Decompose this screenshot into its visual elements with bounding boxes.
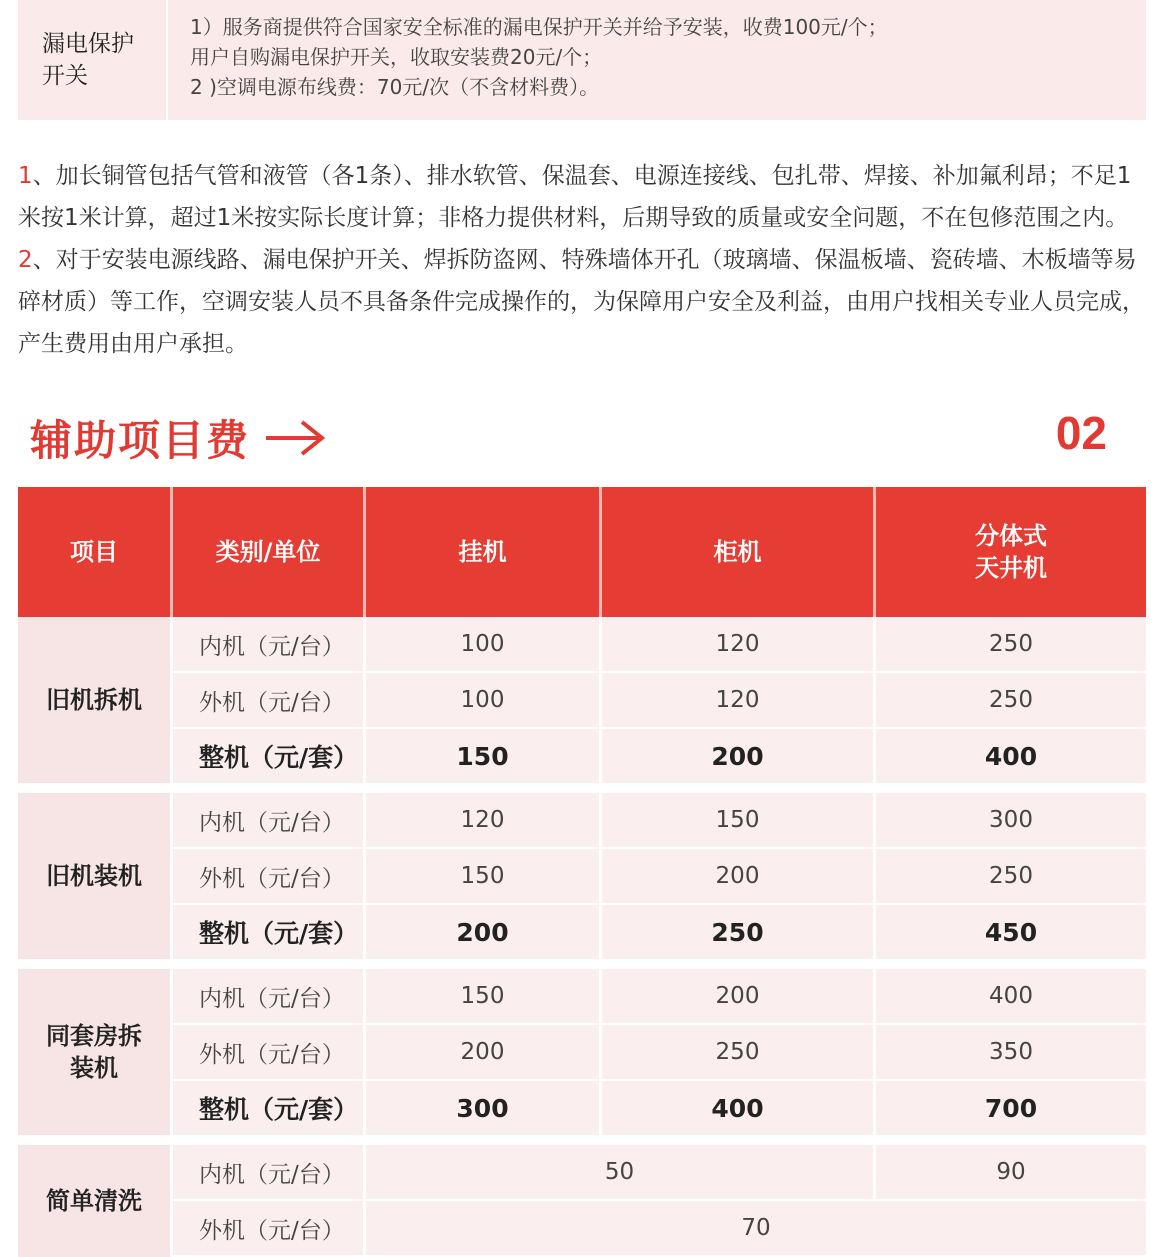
table-row bbox=[18, 905, 1146, 969]
wall-cell: 200 bbox=[366, 1025, 602, 1081]
unit-cell: 内机（元/台） bbox=[173, 617, 366, 673]
header-unit: 类别/单位 bbox=[173, 487, 366, 617]
note-1-number: 1 bbox=[18, 163, 33, 189]
ceiling-cell: 90 bbox=[876, 1145, 1146, 1201]
table-row bbox=[18, 1025, 1146, 1081]
cabinet-cell: 250 bbox=[602, 1025, 876, 1081]
table-row bbox=[18, 1145, 1146, 1201]
fee-table bbox=[18, 487, 1146, 1257]
group-name bbox=[18, 969, 173, 1145]
unit-cell: 整机（元/套） bbox=[173, 1081, 366, 1145]
wall-cell: 300 bbox=[366, 1081, 602, 1145]
table-row bbox=[18, 729, 1146, 793]
table-header-row bbox=[18, 487, 1146, 617]
ceiling-cell: 350 bbox=[876, 1025, 1146, 1081]
table-row bbox=[18, 673, 1146, 729]
fee-line-1: 1）服务商提供符合国家安全标准的漏电保护开关并给予安装，收费100元/个； bbox=[190, 15, 888, 39]
ceiling-cell: 250 bbox=[876, 849, 1146, 905]
ceiling-cell: 450 bbox=[876, 905, 1146, 969]
table-row bbox=[18, 1081, 1146, 1145]
unit-cell: 外机（元/台） bbox=[173, 673, 366, 729]
group-name bbox=[18, 617, 173, 793]
cabinet-cell: 400 bbox=[602, 1081, 876, 1145]
ceiling-cell: 300 bbox=[876, 793, 1146, 849]
all-types-merged-cell: 70 bbox=[366, 1201, 1146, 1257]
group-name bbox=[18, 1145, 173, 1257]
unit-cell: 外机（元/台） bbox=[173, 1025, 366, 1081]
group-name-line-1: 同套房拆 bbox=[46, 1022, 142, 1050]
label-line-2: 开关 bbox=[42, 63, 88, 89]
note-1 bbox=[18, 155, 1148, 239]
unit-cell: 内机（元/台） bbox=[173, 969, 366, 1025]
section-title-text: 辅助项目费 bbox=[30, 416, 251, 465]
leakage-protection-text bbox=[168, 0, 888, 120]
group-name-line-1: 旧机装机 bbox=[46, 862, 142, 890]
ceiling-cell: 250 bbox=[876, 673, 1146, 729]
arrow-right-icon bbox=[264, 418, 326, 458]
fee-line-2: 用户自购漏电保护开关，收取安装费20元/个； bbox=[190, 45, 603, 69]
header-cabinet: 柜机 bbox=[602, 487, 876, 617]
cabinet-cell: 250 bbox=[602, 905, 876, 969]
note-2-number: 2 bbox=[18, 247, 33, 273]
table-row bbox=[18, 1201, 1146, 1257]
unit-cell: 整机（元/套） bbox=[173, 905, 366, 969]
ceiling-cell: 250 bbox=[876, 617, 1146, 673]
unit-cell: 内机（元/台） bbox=[173, 1145, 366, 1201]
header-ceiling-line-2: 天井机 bbox=[975, 554, 1047, 582]
header-ceiling bbox=[876, 487, 1146, 617]
group-name-line-1: 简单清洗 bbox=[46, 1187, 142, 1215]
header-item: 项目 bbox=[18, 487, 173, 617]
note-2-text: 、对于安装电源线路、漏电保护开关、焊拆防盗网、特殊墙体开孔（玻璃墙、保温板墙、瓷砖墙、木板墙等易碎材质）等工作，空调安装人员不具备条件完成操作的，为保障用户安全及利益，由用户找相关专业人员完成，产生费用由用户承担。 bbox=[18, 247, 1145, 357]
header-ceiling-line-1: 分体式 bbox=[975, 522, 1047, 550]
cabinet-cell: 200 bbox=[602, 729, 876, 793]
table-row bbox=[18, 849, 1146, 905]
group-name bbox=[18, 793, 173, 969]
wall-cell: 100 bbox=[366, 617, 602, 673]
note-2 bbox=[18, 239, 1148, 365]
wall-cell: 100 bbox=[366, 673, 602, 729]
unit-cell: 内机（元/台） bbox=[173, 793, 366, 849]
section-number: 02 bbox=[1055, 407, 1107, 459]
wall-cell: 150 bbox=[366, 729, 602, 793]
notes bbox=[18, 155, 1148, 365]
cabinet-cell: 150 bbox=[602, 793, 876, 849]
cabinet-cell: 120 bbox=[602, 673, 876, 729]
unit-cell: 外机（元/台） bbox=[173, 849, 366, 905]
table-row bbox=[18, 617, 1146, 673]
cabinet-cell: 200 bbox=[602, 849, 876, 905]
leakage-protection-box bbox=[18, 0, 1146, 120]
unit-cell: 外机（元/台） bbox=[173, 1201, 366, 1257]
cabinet-cell: 120 bbox=[602, 617, 876, 673]
group-name-line-2: 装机 bbox=[70, 1054, 118, 1082]
wall-cabinet-merged-cell: 50 bbox=[366, 1145, 876, 1201]
leakage-protection-label bbox=[18, 0, 168, 120]
table-row bbox=[18, 969, 1146, 1025]
label-line-1: 漏电保护 bbox=[42, 31, 134, 57]
table-row bbox=[18, 793, 1146, 849]
wall-cell: 120 bbox=[366, 793, 602, 849]
note-1-text: 、加长铜管包括气管和液管（各1条）、排水软管、保温套、电源连接线、包扎带、焊接、补加氟利昂；不足1米按1米计算，超过1米按实际长度计算；非格力提供材料，后期导致的质量或安全问题，不在包修范围之内。 bbox=[18, 163, 1132, 231]
section-title bbox=[30, 408, 326, 468]
ceiling-cell: 700 bbox=[876, 1081, 1146, 1145]
header-wall: 挂机 bbox=[366, 487, 602, 617]
cabinet-cell: 200 bbox=[602, 969, 876, 1025]
unit-cell: 整机（元/套） bbox=[173, 729, 366, 793]
wall-cell: 200 bbox=[366, 905, 602, 969]
ceiling-cell: 400 bbox=[876, 729, 1146, 793]
wall-cell: 150 bbox=[366, 969, 602, 1025]
fee-line-3: 2 )空调电源布线费：70元/次（不含材料费）。 bbox=[190, 75, 600, 99]
wall-cell: 150 bbox=[366, 849, 602, 905]
ceiling-cell: 400 bbox=[876, 969, 1146, 1025]
group-name-line-1: 旧机拆机 bbox=[46, 686, 142, 714]
